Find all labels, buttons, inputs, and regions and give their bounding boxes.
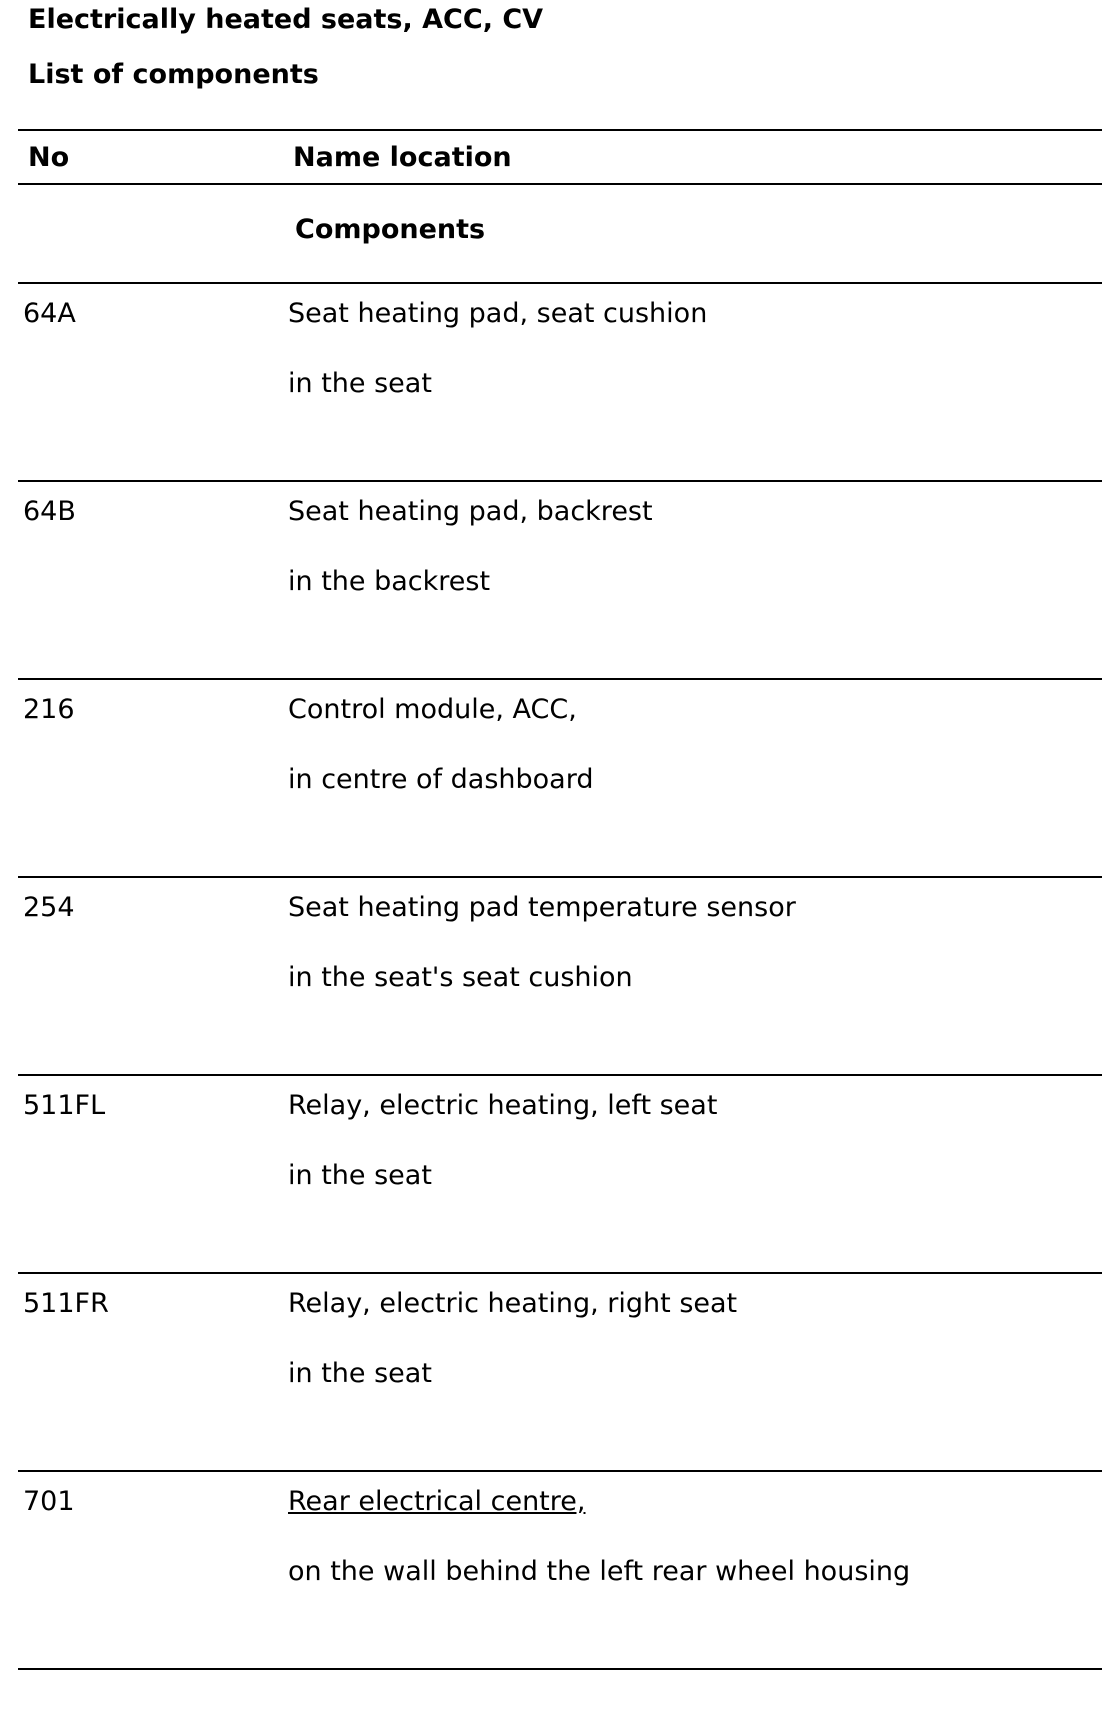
component-location: in the seat bbox=[288, 1160, 432, 1191]
component-location: in the backrest bbox=[288, 566, 491, 597]
component-name: Relay, electric heating, left seat bbox=[288, 1090, 718, 1121]
column-header-name-location: Name location bbox=[293, 142, 512, 173]
column-header-no: No bbox=[28, 142, 70, 173]
component-location: in the seat's seat cushion bbox=[288, 962, 633, 993]
component-location: in centre of dashboard bbox=[288, 764, 594, 795]
table-row bbox=[0, 1472, 1120, 1670]
table-row bbox=[0, 1274, 1120, 1472]
table-top-rule bbox=[18, 129, 1102, 131]
component-location: on the wall behind the left rear wheel housing bbox=[288, 1556, 911, 1587]
component-number: 701 bbox=[23, 1486, 75, 1517]
component-number: 216 bbox=[23, 694, 75, 725]
component-name: Seat heating pad, backrest bbox=[288, 496, 653, 527]
component-name: Relay, electric heating, right seat bbox=[288, 1288, 738, 1319]
component-name: Seat heating pad temperature sensor bbox=[288, 892, 796, 923]
document-title: Electrically heated seats, ACC, CV bbox=[28, 4, 544, 35]
component-number: 64A bbox=[23, 298, 76, 329]
table-row bbox=[0, 680, 1120, 878]
component-number: 511FR bbox=[23, 1288, 109, 1319]
component-number: 254 bbox=[23, 892, 75, 923]
table-row bbox=[0, 878, 1120, 1076]
table-row bbox=[0, 284, 1120, 482]
header-bottom-rule bbox=[18, 183, 1102, 185]
document-subtitle: List of components bbox=[28, 59, 319, 90]
table-row bbox=[0, 1076, 1120, 1274]
section-heading-components: Components bbox=[295, 214, 486, 245]
component-number: 64B bbox=[23, 496, 76, 527]
component-name-link[interactable]: Rear electrical centre, bbox=[288, 1486, 586, 1517]
component-name: Control module, ACC, bbox=[288, 694, 577, 725]
table-row bbox=[0, 482, 1120, 680]
component-name: Seat heating pad, seat cushion bbox=[288, 298, 708, 329]
component-location: in the seat bbox=[288, 1358, 432, 1389]
component-number: 511FL bbox=[23, 1090, 106, 1121]
component-location: in the seat bbox=[288, 368, 432, 399]
row-divider bbox=[18, 1668, 1102, 1670]
